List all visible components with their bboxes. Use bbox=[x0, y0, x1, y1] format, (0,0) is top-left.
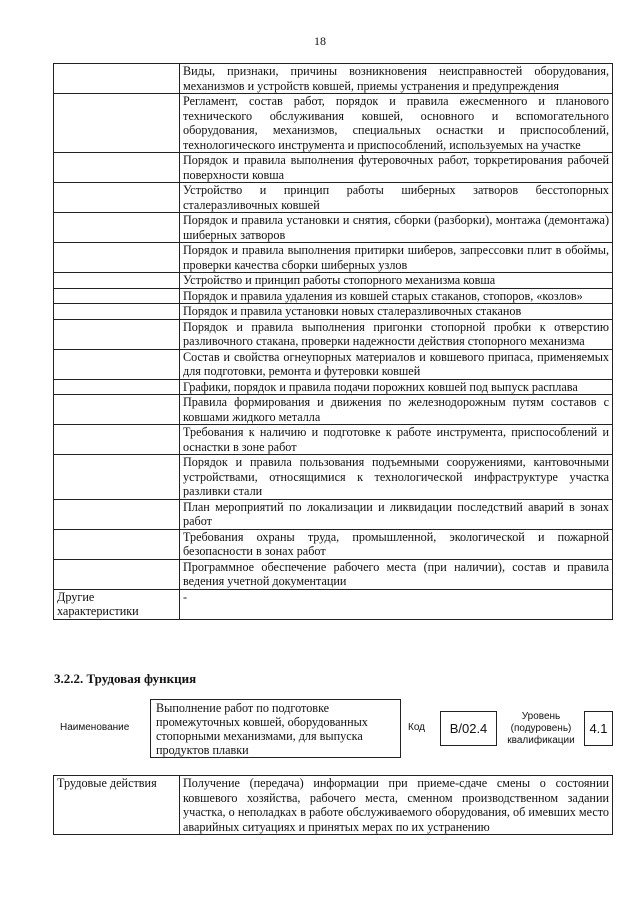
row-text: Порядок и правила выполнения притирки шиберов, запрессовки плит в обоймы, проверки качества сборки шиберных узлов bbox=[180, 243, 613, 273]
row-text: Требования охраны труда, промышленной, экологической и пожарной безопасности в зонах работ bbox=[180, 529, 613, 559]
row-text: Правила формирования и движения по железнодорожным путям составов с ковшами жидкого металла bbox=[180, 395, 613, 425]
table-row bbox=[54, 589, 613, 619]
row-text: Состав и свойства огнеупорных материалов и ковшевого припаса, применяемых для подготовки, ремонта и футеровки ковшей bbox=[180, 349, 613, 379]
row-text: Требования к наличию и подготовке к работе инструмента, приспособлений и оснастки в зоне работ bbox=[180, 425, 613, 455]
row-label bbox=[54, 395, 180, 425]
table-row bbox=[54, 349, 613, 379]
row-text: Виды, признаки, причины возникновения неисправностей оборудования, механизмов и устройств ковшей, приемы устранения и предупреждения bbox=[180, 64, 613, 94]
table-row bbox=[54, 243, 613, 273]
table-row bbox=[54, 379, 613, 395]
row-text: Порядок и правила удаления из ковшей старых стаканов, стопоров, «козлов» bbox=[180, 288, 613, 304]
row-label bbox=[54, 529, 180, 559]
row-label bbox=[54, 499, 180, 529]
row-label bbox=[54, 273, 180, 289]
row-text: Порядок и правила выполнения пригонки стопорной пробки к отверстию разливочного стакана, проверки надежности действия стопорного механизма bbox=[180, 319, 613, 349]
row-label bbox=[54, 288, 180, 304]
section-heading: 3.2.2. Трудовая функция bbox=[54, 671, 197, 686]
row-text: Устройство и принцип работы шиберных затворов бесстопорных сталеразливочных ковшей bbox=[180, 183, 613, 213]
row-label bbox=[54, 213, 180, 243]
table-row bbox=[54, 776, 613, 835]
row-text: Порядок и правила установки новых сталеразливочных стаканов bbox=[180, 304, 613, 320]
row-text: Программное обеспечение рабочего места (при наличии), состав и правила ведения учетной документации bbox=[180, 559, 613, 589]
table-row bbox=[54, 94, 613, 153]
requirements-table bbox=[53, 63, 613, 620]
table-row bbox=[54, 425, 613, 455]
row-label bbox=[54, 153, 180, 183]
table-row bbox=[54, 304, 613, 320]
table-row bbox=[54, 395, 613, 425]
row-text: Регламент, состав работ, порядок и правила ежесменного и планового технического обслуживания ковшей, основного и вспомогательного оборудования, механизмов, специальных оснастки и приспособлений, технологического инструмента и приспособлений, используемых на участке bbox=[180, 94, 613, 153]
row-label bbox=[54, 64, 180, 94]
code-value-box: В/02.4 bbox=[440, 711, 497, 746]
table-row bbox=[54, 319, 613, 349]
table-row bbox=[54, 64, 613, 94]
row-label: Другие характеристики bbox=[54, 589, 180, 619]
code-label: Код bbox=[408, 722, 426, 733]
labor-actions-label: Трудовые действия bbox=[54, 776, 180, 835]
labor-actions-table bbox=[53, 775, 613, 835]
table-row bbox=[54, 559, 613, 589]
page-number: 18 bbox=[314, 34, 326, 48]
row-label bbox=[54, 349, 180, 379]
row-label bbox=[54, 319, 180, 349]
row-label bbox=[54, 243, 180, 273]
table-row bbox=[54, 213, 613, 243]
table-row bbox=[54, 273, 613, 289]
table-row bbox=[54, 455, 613, 500]
row-text: Устройство и принцип работы стопорного механизма ковша bbox=[180, 273, 613, 289]
table-row bbox=[54, 288, 613, 304]
row-label bbox=[54, 183, 180, 213]
qualification-level-label: Уровень (подуровень) квалификации bbox=[507, 711, 575, 746]
labor-actions-text: Получение (передача) информации при приеме-сдаче смены о состоянии ковшевого хозяйства, рабочего места, сменном производственном задании участка, о неполадках в работе обслуживаемого оборудования, об имевших место аварийных ситуациях и принятых мерах по их устранению bbox=[180, 776, 613, 835]
row-label bbox=[54, 559, 180, 589]
table-row bbox=[54, 529, 613, 559]
table-row bbox=[54, 499, 613, 529]
name-label: Наименование bbox=[60, 722, 130, 733]
table-row bbox=[54, 153, 613, 183]
row-text: План мероприятий по локализации и ликвидации последствий аварий в зонах работ bbox=[180, 499, 613, 529]
row-text: Графики, порядок и правила подачи порожних ковшей под выпуск расплава bbox=[180, 379, 613, 395]
row-text: Порядок и правила установки и снятия, сборки (разборки), монтажа (демонтажа) шиберных затворов bbox=[180, 213, 613, 243]
row-label bbox=[54, 425, 180, 455]
table-row bbox=[54, 183, 613, 213]
function-name-box: Выполнение работ по подготовке промежуточных ковшей, оборудованных стопорными механизмами, для выпуска продуктов плавки bbox=[150, 699, 401, 758]
row-text: Порядок и правила пользования подъемными сооружениями, кантовочными устройствами, относящимися к технологической инфраструктуре участка разливки стали bbox=[180, 455, 613, 500]
row-label bbox=[54, 304, 180, 320]
qualification-level-box: 4.1 bbox=[584, 711, 613, 746]
row-text: - bbox=[180, 589, 613, 619]
row-label bbox=[54, 94, 180, 153]
row-label bbox=[54, 455, 180, 500]
row-text: Порядок и правила выполнения футеровочных работ, торкретирования рабочей поверхности ковша bbox=[180, 153, 613, 183]
row-label bbox=[54, 379, 180, 395]
